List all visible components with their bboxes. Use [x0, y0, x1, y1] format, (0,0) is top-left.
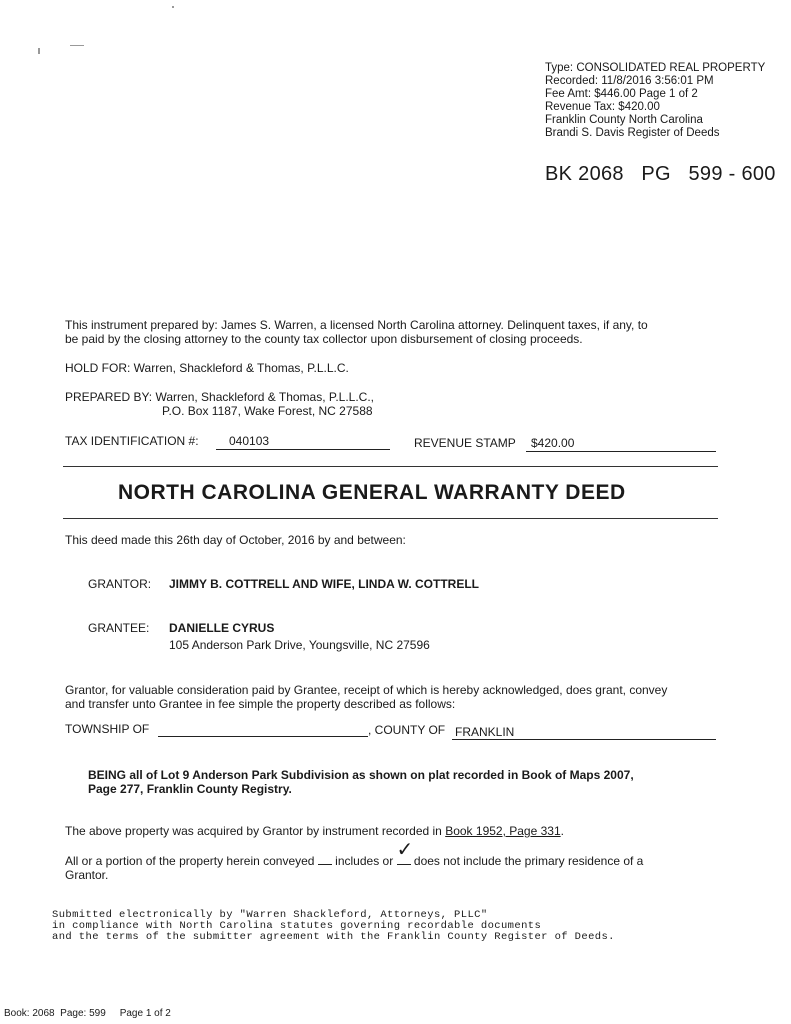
recording-type: Type: CONSOLIDATED REAL PROPERTY [545, 62, 766, 74]
submission-line2: in compliance with North Carolina statutes governing recordable documents [52, 920, 542, 932]
revenue-stamp-value: $420.00 [531, 436, 575, 450]
prepared-by-line2: P.O. Box 1187, Wake Forest, NC 27588 [162, 404, 373, 418]
page-label: PG [641, 163, 671, 185]
acquired-by-instrument [65, 824, 564, 838]
legal-description-line2: Page 277, Franklin County Registry. [88, 782, 292, 796]
submission-line3: and the terms of the submitter agreement with the Franklin County Register of Deeds. [52, 931, 615, 943]
book-page-reference [545, 163, 776, 186]
acquired-end: . [560, 824, 564, 838]
grantor-label: GRANTOR: [88, 577, 152, 591]
preparer-statement-line2: be paid by the closing attorney to the county tax collector upon disbursement of closing proceeds. [65, 332, 583, 346]
township-blank [158, 736, 368, 737]
county-label: , COUNTY OF [368, 723, 446, 737]
tax-id-label: TAX IDENTIFICATION #: [65, 434, 199, 448]
does-not-include-blank [396, 839, 414, 865]
consideration-line1: Grantor, for valuable consideration paid by Grantee, receipt of which is hereby acknowledged, does grant, convey [65, 683, 668, 697]
revenue-stamp-underline [526, 451, 716, 452]
county-underline [452, 739, 716, 740]
footer-book: Book: 2068 [4, 1008, 55, 1019]
grantee-name: DANIELLE CYRUS [169, 621, 275, 635]
document-title: NORTH CAROLINA GENERAL WARRANTY DEED [118, 481, 626, 504]
legal-description-line1: BEING all of Lot 9 Anderson Park Subdivision as shown on plat recorded in Book of Maps 2007, [88, 768, 634, 782]
grantor-value: JIMMY B. COTTRELL AND WIFE, LINDA W. COTTRELL [169, 577, 479, 591]
deed-intro: This deed made this 26th day of October, 2016 by and between: [65, 533, 406, 547]
residence-text-b: does not include the primary residence of a [413, 854, 644, 868]
title-rule-top [63, 466, 718, 467]
scan-speck [38, 48, 40, 54]
book-number: 2068 [578, 163, 624, 185]
revenue-stamp-label: REVENUE STAMP [414, 436, 516, 450]
hold-for: HOLD FOR: Warren, Shackleford & Thomas, P.L.L.C. [65, 361, 349, 375]
revenue-tax: Revenue Tax: $420.00 [545, 101, 660, 113]
scan-speck [70, 45, 84, 46]
primary-residence-line [65, 839, 644, 868]
residence-includes: includes or [335, 854, 394, 868]
acquired-book-page: Book 1952, Page 331 [445, 824, 561, 838]
page-footer [4, 1008, 171, 1019]
page-range: 599 - 600 [688, 163, 776, 185]
includes-blank [318, 854, 332, 865]
county-value: FRANKLIN [455, 725, 515, 739]
fee-amount: Fee Amt: $446.00 Page 1 of 2 [545, 88, 698, 100]
residence-text-a: All or a portion of the property herein conveyed [65, 854, 315, 868]
grantee-address: 105 Anderson Park Drive, Youngsville, NC 27596 [169, 638, 430, 652]
checkmark-icon: ✓ [396, 839, 414, 861]
grantee-label: GRANTEE: [88, 621, 150, 635]
scan-speck [172, 6, 174, 8]
footer-page-of: Page 1 of 2 [119, 1008, 171, 1019]
recorded-datetime: Recorded: 11/8/2016 3:56:01 PM [545, 75, 714, 87]
residence-text-c: Grantor. [65, 868, 109, 882]
tax-id-underline [216, 449, 390, 450]
preparer-statement-line1: This instrument prepared by: James S. Warren, a licensed North Carolina attorney. Delinquent taxes, if any, to [65, 318, 648, 332]
footer-page: Page: 599 [60, 1008, 106, 1019]
prepared-by-line1: PREPARED BY: Warren, Shackleford & Thomas, P.L.L.C., [65, 390, 375, 404]
recording-county: Franklin County North Carolina [545, 114, 703, 126]
tax-id-value: 040103 [229, 434, 270, 448]
township-label: TOWNSHIP OF [65, 722, 150, 736]
register-of-deeds: Brandi S. Davis Register of Deeds [545, 127, 720, 139]
consideration-line2: and transfer unto Grantee in fee simple the property described as follows: [65, 697, 456, 711]
submission-line1: Submitted electronically by "Warren Shackleford, Attorneys, PLLC" [52, 909, 488, 921]
title-rule-bottom [63, 518, 718, 519]
book-label: BK [545, 163, 573, 185]
acquired-text: The above property was acquired by Grantor by instrument recorded in [65, 824, 442, 838]
